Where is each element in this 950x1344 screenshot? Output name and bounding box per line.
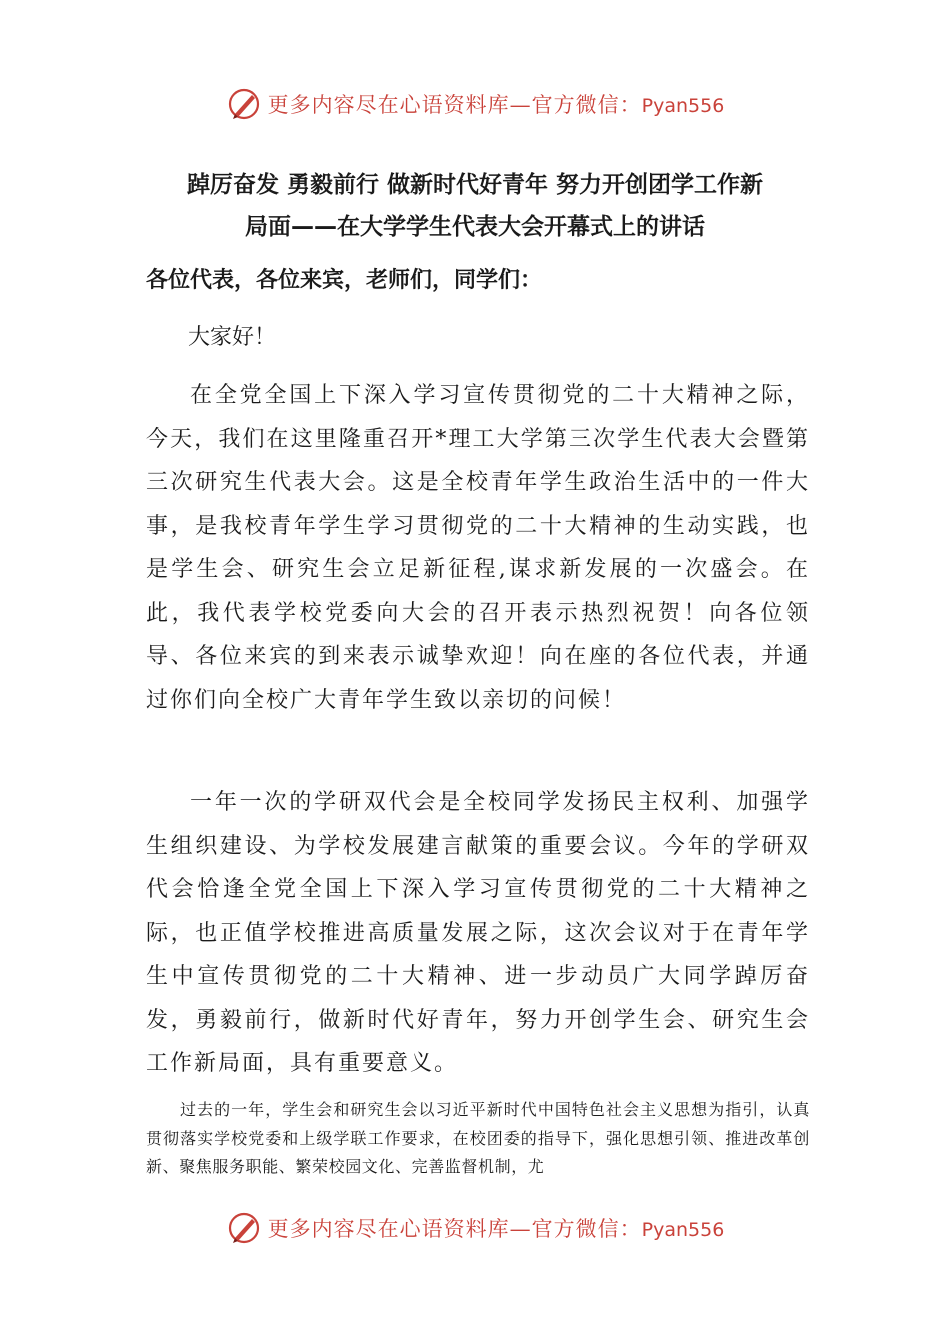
salutation: 各位代表，各位来宾，老师们，同学们： [146, 268, 543, 293]
document-title-line-1: 踔厉奋发 勇毅前行 做新时代好青年 努力开创团学工作新 [186, 172, 764, 198]
pen-logo-icon [226, 1210, 262, 1246]
paragraph-3: 过去的一年，学生会和研究生会以习近平新时代中国特色社会主义思想为指引，认真贯彻落实学校党委和上级学联工作要求，在校团委的指导下，强化思想引领、推进改革创新、聚焦服务职能、繁荣校园文化、完善监督机制，尤 [146, 1100, 810, 1176]
pen-logo-icon [226, 86, 262, 122]
paragraph-2: 一年一次的学研双代会是全校同学发扬民主权利、加强学生组织建设、为学校发展建言献策的重要会议。今年的学研双代会恰逢全党全国上下深入学习宣传贯彻党的二十大精神之际，也正值学校推进高质量发展之际，这次会议对于在青年学生中宣传贯彻党的二十大精神、进一步动员广大同学踔厉奋发，勇毅前行，做新时代好青年，努力开创学生会、研究生会工作新局面，具有重要意义。 [146, 790, 810, 1076]
paragraph-1: 在全党全国上下深入学习宣传贯彻党的二十大精神之际，今天，我们在这里隆重召开*理工大学第三次学生代表大会暨第三次研究生代表大会。这是全校青年学生政治生活中的一件大事，是我校青年学生学习贯彻党的二十大精神的生动实践，也是学生会、研究生会立足新征程,谋求新发展的一次盛会。在此，我代表学校党委向大会的召开表示热烈祝贺！向各位领导、各位来宾的到来表示诚挚欢迎！向在座的各位代表，并通过你们向全校广大青年学生致以亲切的问候！ [146, 383, 810, 713]
greeting: 大家好！ [188, 325, 277, 350]
watermark-banner-top [0, 84, 950, 124]
watermark-banner-bottom [0, 1208, 950, 1248]
watermark-text: 更多内容尽在心语资料库—官方微信：Pyan556 [267, 93, 725, 117]
document-title-line-2: 局面——在大学学生代表大会开幕式上的讲话 [245, 214, 705, 240]
watermark-text: 更多内容尽在心语资料库—官方微信：Pyan556 [267, 1217, 725, 1241]
